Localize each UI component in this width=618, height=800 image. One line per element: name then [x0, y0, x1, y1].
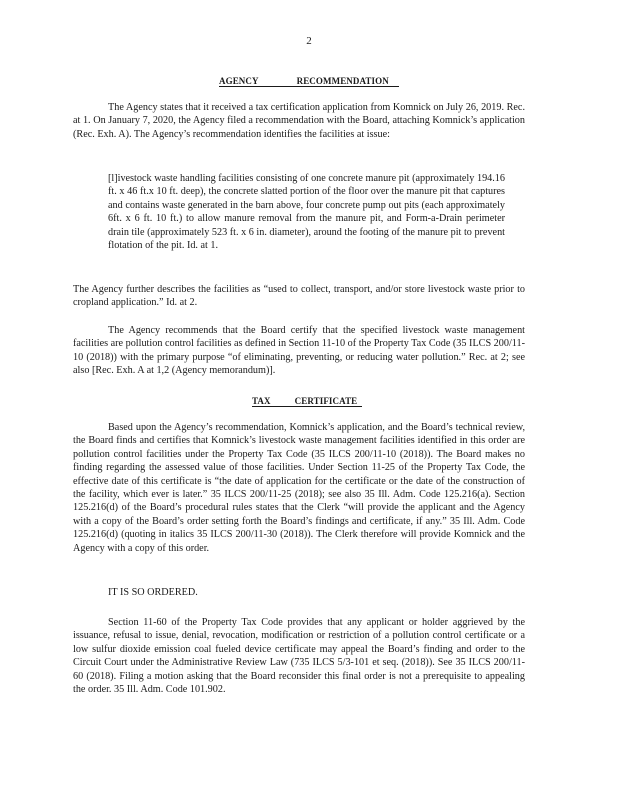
- paragraph-board-findings: Based upon the Agency’s recommendation, Komnick’s application, and the Board’s technical review, the Board finds and certifies that Komnick’s livestock waste management facilities identified in this order are pollution control facilities under the Property Tax Code (35 ILCS 200/11-10 (2018)). The Board makes no finding regarding the assessed value of those facilities. Under Section 11-25 of the Property Tax Code, the effective date of this certificate is “the date of application for the certificate or the date of the construction of the facility, which ever is later.” 35 ILCS 200/11-25 (2018); see also 35 Ill. Adm. Code 125.216(a). Section 125.216(d) of the Board’s procedural rules states that the Clerk “will provide the applicant and the Agency with a copy of the Board’s order setting forth the Board’s findings and certificate, if any.” 35 Ill. Adm. Code 125.216(d) (quoting in italics 35 ILCS 200/11-30 (2018)). The Clerk therefore will provide Komnick and the Agency with a copy of this order.: [73, 422, 525, 554]
- paragraph-appeal-rights: Section 11-60 of the Property Tax Code provides that any applicant or holder aggrieved by the issuance, refusal to issue, denial, revocation, modification or restriction of a pollution control certificate or a low sulfur dioxide emission coal fueled device certificate may appeal the Board’s finding and order to the Circuit Court under the Administrative Review Law (735 ILCS 5/3-101 et seq. (2018)). See 35 ILCS 200/11-60 (2018). Filing a motion asking that the Board reconsider this final order is not a prerequisite to appealing the order. 35 Ill. Adm. Code 101.902.: [73, 617, 525, 696]
- paragraph-agency-statement: The Agency states that it received a tax certification application from Komnick on July 26, 2019. Rec. at 1. On January 7, 2020, the Agency filed a recommendation with the Board, attaching Komnick’s application (Rec. Exh. A). The Agency’s recommendation identifies the facilities at issue:: [73, 102, 525, 140]
- heading-word-1: TAX: [252, 396, 271, 406]
- so-ordered-statement: IT IS SO ORDERED.: [108, 587, 198, 598]
- facilities-quote: [l]ivestock waste handling facilities consisting of one concrete manure pit (approximately 194.16 ft. x 46 ft.x 10 ft. deep), the concrete slatted portion of the floor over the manure pit that captures and contains waste generated in the barn above, four concrete pump out pits (each approximately 6ft. x 6 ft. 10 ft.) to allow manure removal from the manure pit, and Form-a-Drain perimeter drain tile (approximately 523 ft. x 6 in. diameter), around the footing of the manure pit to prevent flotation of the pit. Id. at 1.: [108, 173, 505, 252]
- paragraph-agency-recommends: The Agency recommends that the Board certify that the specified livestock waste management facilities are pollution control facilities as defined in Section 11-10 of the Property Tax Code (35 ILCS 200/11-10 (2018)) with the primary purpose “of eliminating, preventing, or reducing water pollution.” Rec. at 2; see also [Rec. Exh. A at 1,2 (Agency memorandum)].: [73, 325, 525, 377]
- tax-certificate-heading: [252, 396, 362, 407]
- agency-recommendation-heading: [219, 76, 399, 87]
- page-number: 2: [306, 35, 312, 47]
- heading-word-2: RECOMMENDATION: [296, 76, 389, 86]
- heading-word-1: AGENCY: [219, 76, 259, 86]
- paragraph-agency-description: The Agency further describes the facilities as “used to collect, transport, and/or store livestock waste prior to cropland application.” Id. at 2.: [73, 284, 525, 309]
- heading-word-2: CERTIFICATE: [294, 396, 358, 406]
